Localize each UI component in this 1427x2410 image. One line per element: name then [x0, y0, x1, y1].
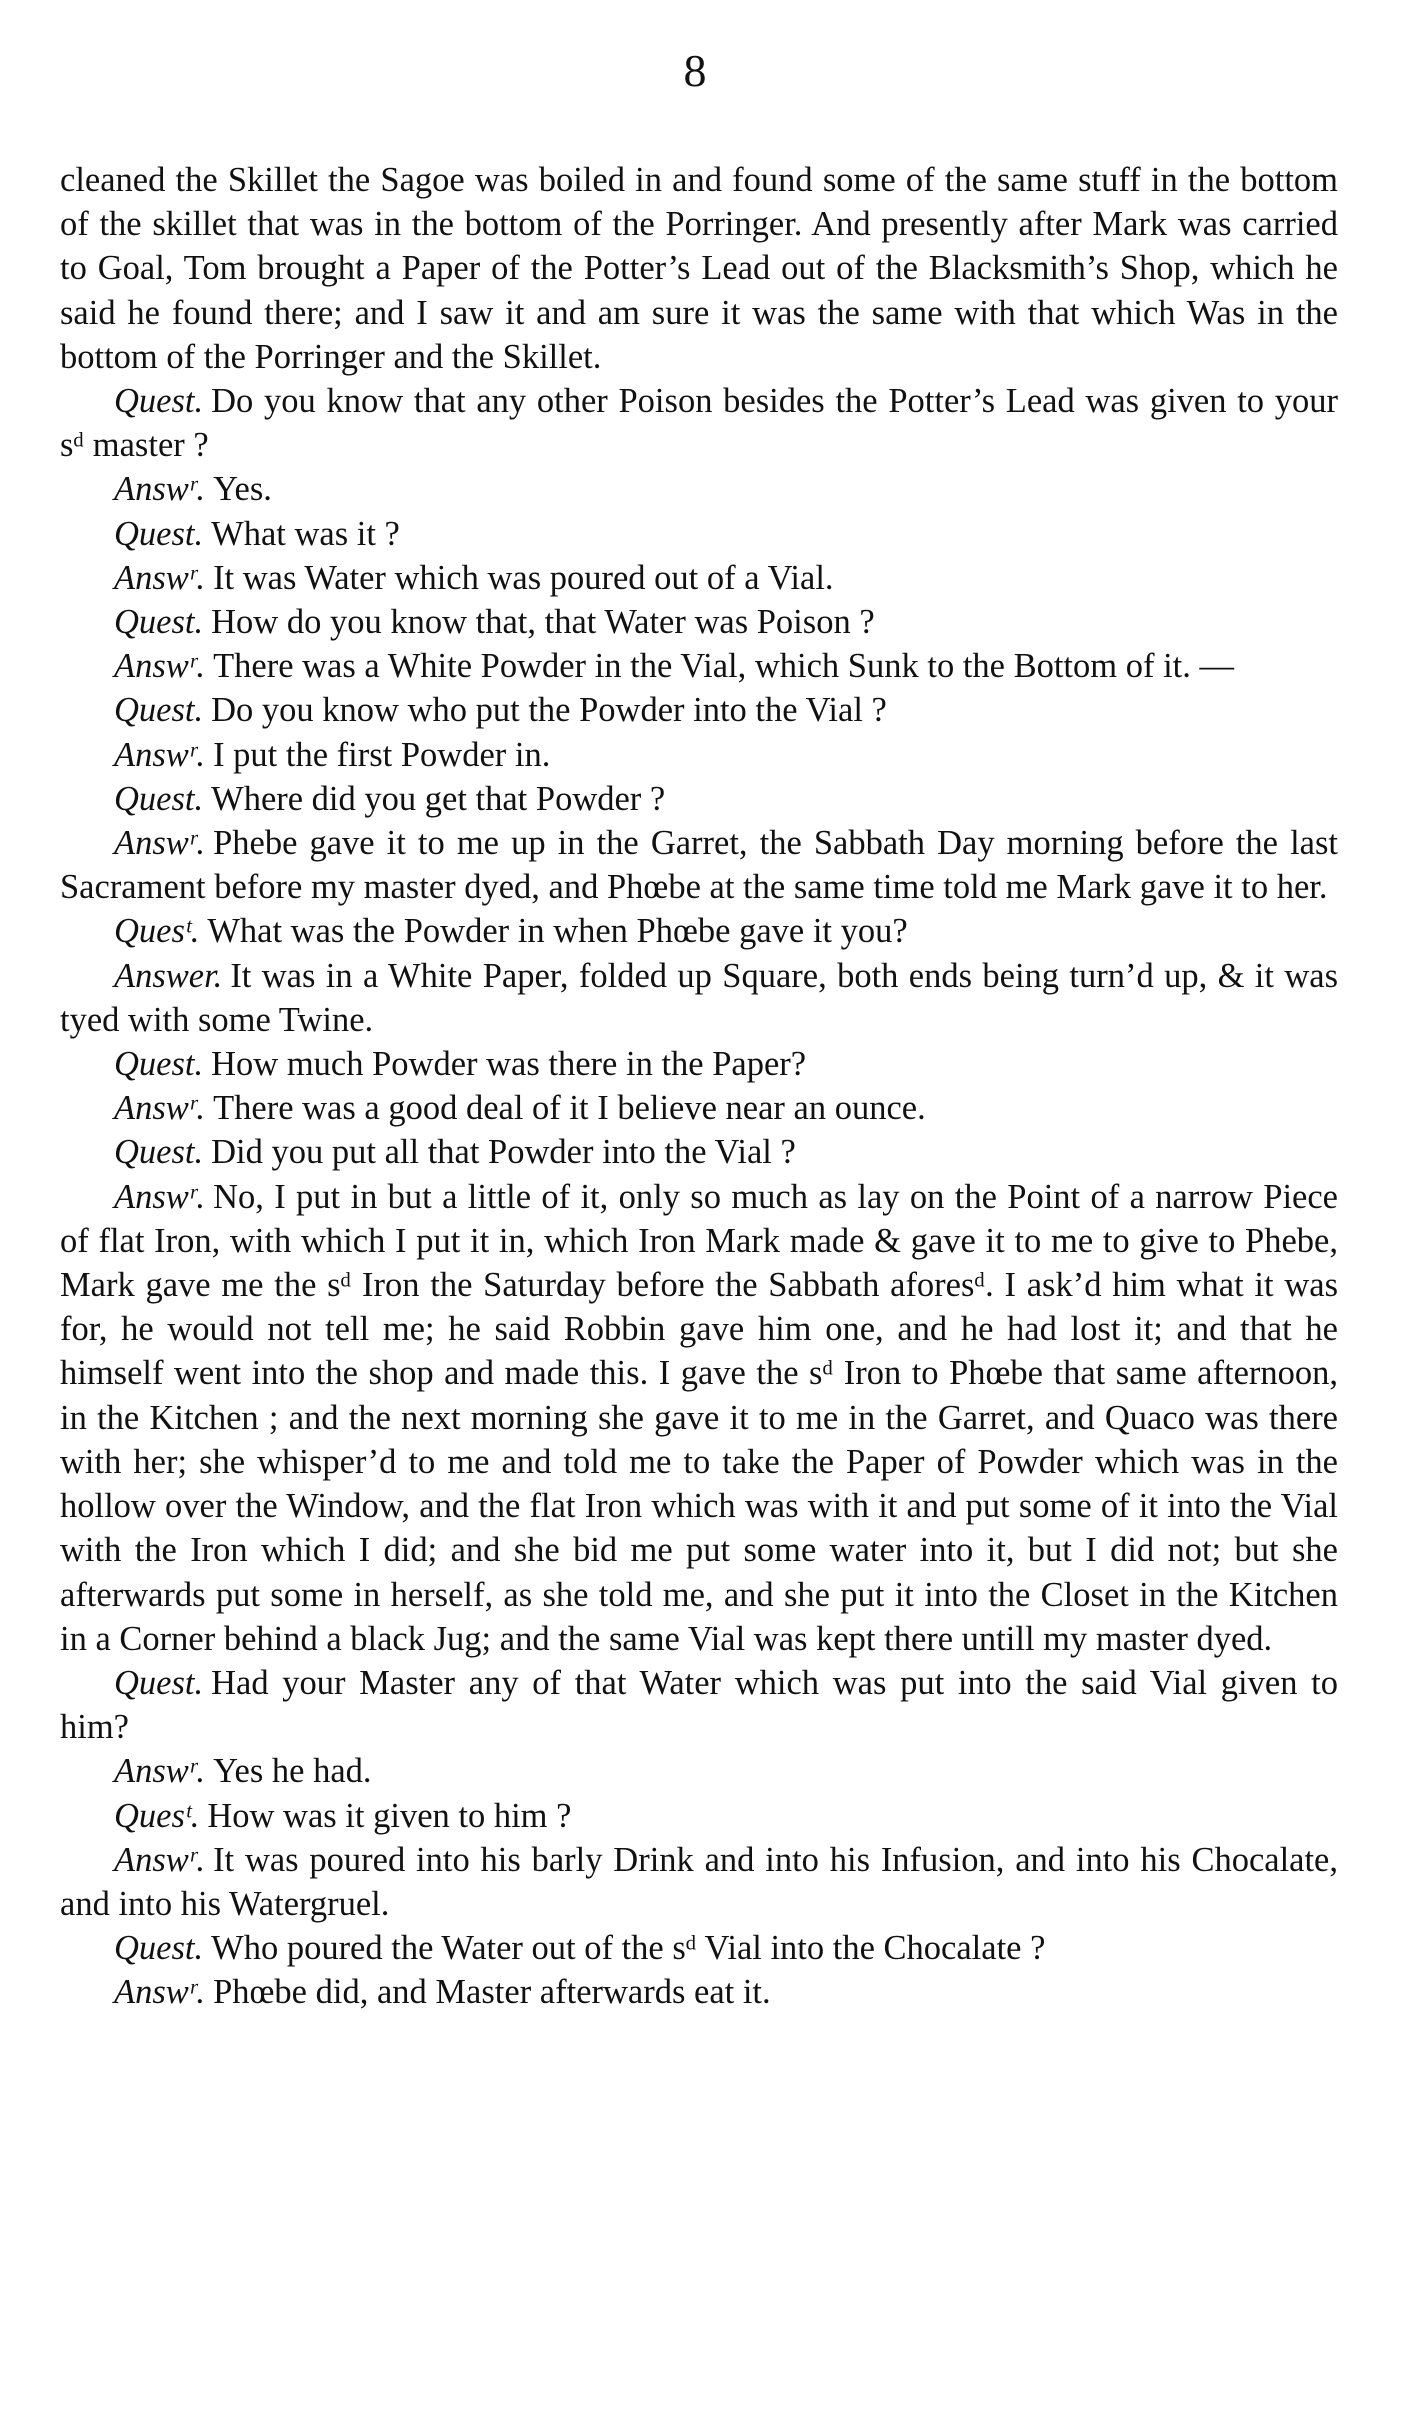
body-text: [60, 158, 1338, 2015]
answer-paragraph: [60, 467, 1338, 511]
speaker-label: Quest.: [114, 691, 204, 730]
speaker-label: Answʳ.: [114, 824, 206, 863]
speaker-label: Quest.: [114, 1133, 204, 1172]
speaker-label: Quesᵗ.: [114, 912, 200, 951]
paragraph-text: There was a White Powder in the Vial, which Sunk to the Bottom of it. —: [213, 647, 1235, 686]
answer-paragraph: [60, 1970, 1338, 2014]
speaker-label: Answʳ.: [114, 735, 206, 774]
speaker-label: Quest.: [114, 1663, 204, 1702]
speaker-label: Quest.: [114, 1045, 204, 1084]
question-paragraph: [60, 1042, 1338, 1086]
qa-list: [60, 379, 1338, 2015]
question-paragraph: [60, 1661, 1338, 1749]
paragraph-text: Phebe gave it to me up in the Garret, the Sabbath Day morning before the last Sacrament before my master dyed, and Phœbe at the same time told me Mark gave it to her.: [60, 824, 1338, 907]
question-paragraph: [60, 1926, 1338, 1970]
question-paragraph: [60, 379, 1338, 467]
answer-paragraph: [60, 556, 1338, 600]
speaker-label: Answʳ.: [114, 1840, 206, 1879]
paragraph-text: Do you know that any other Poison besides the Potter’s Lead was given to your sᵈ master ?: [60, 382, 1338, 465]
paragraph-text: What was the Powder in when Phœbe gave it you?: [207, 912, 908, 951]
speaker-label: Answʳ.: [114, 558, 206, 597]
paragraph-text: Where did you get that Powder ?: [211, 779, 666, 818]
speaker-label: Answʳ.: [114, 1089, 206, 1128]
paragraph-text: Yes.: [213, 470, 272, 509]
paragraph-text: It was Water which was poured out of a Vial.: [213, 558, 834, 597]
opening-paragraph: cleaned the Skillet the Sagoe was boiled in and found some of the same stuff in the bottom of the skillet that was in the bottom of the Porringer. And presently after Mark was carried to Goal, Tom brought a Paper of the Potter’s Lead out of the Blacksmith’s Shop, which he said he found there; and I saw it and am sure it was the same with that which Was in the bottom of the Porringer and the Skillet.: [60, 161, 1338, 376]
question-paragraph: [60, 512, 1338, 556]
speaker-label: Quesᵗ.: [114, 1796, 200, 1835]
paragraph-text: How was it given to him ?: [207, 1796, 572, 1835]
paragraph-text: There was a good deal of it I believe near an ounce.: [213, 1089, 926, 1128]
speaker-label: Answʳ.: [114, 647, 206, 686]
question-paragraph: [60, 1794, 1338, 1838]
speaker-label: Quest.: [114, 514, 204, 553]
paragraph-text: Had your Master any of that Water which was put into the said Vial given to him?: [60, 1663, 1338, 1747]
paragraph-text: Did you put all that Powder into the Vial ?: [211, 1133, 796, 1172]
paragraph-text: Do you know who put the Powder into the Vial ?: [211, 691, 887, 730]
speaker-label: Quest.: [114, 382, 204, 421]
answer-paragraph: [60, 644, 1338, 688]
paragraph-text: It was poured into his barly Drink and into his Infusion, and into his Chocalate, and into his Watergruel.: [60, 1840, 1338, 1923]
paragraph-text: Yes he had.: [213, 1752, 372, 1791]
answer-paragraph: [60, 733, 1338, 777]
paragraph-text: Phœbe did, and Master afterwards eat it.: [213, 1973, 771, 2012]
question-paragraph: [60, 1130, 1338, 1174]
answer-paragraph: [60, 821, 1338, 909]
answer-paragraph: [60, 954, 1338, 1042]
question-paragraph: [60, 909, 1338, 953]
paragraph-text: Who poured the Water out of the sᵈ Vial into the Chocalate ?: [211, 1929, 1046, 1968]
speaker-label: Answʳ.: [114, 1752, 206, 1791]
paragraph-text: What was it ?: [211, 514, 400, 553]
speaker-label: Quest.: [114, 1929, 204, 1968]
speaker-label: Answʳ.: [114, 470, 206, 509]
speaker-label: Quest.: [114, 603, 204, 642]
paragraph-text: No, I put in but a little of it, only so much as lay on the Point of a narrow Piece of flat Iron, with which I put it in, which Iron Mark made & gave it to me to give to Phebe, Mark gave me the sᵈ Iron the Saturday before the Sabbath aforesᵈ. I ask’d him what it was for, he would not tell me; he said Robbin gave him one, and he had lost it; and that he himself went into the shop and made this. I gave the sᵈ Iron to Phœbe that same afternoon, in the Kitchen ; and the next morning she gave it to me in the Garret, and Quaco was there with her; she whisper’d to me and told me to take the Paper of Powder which was in the hollow over the Window, and the flat Iron which was with it and put some of it into the Vial with the Iron which I did; and she bid me put some water into it, but I did not; but she afterwards put some in herself, as she told me, and she put it into the Closet in the Kitchen in a Corner behind a black Jug; and the same Vial was kept there untill my master dyed.: [60, 1177, 1338, 1658]
speaker-label: Answer.: [114, 956, 223, 995]
speaker-label: Quest.: [114, 779, 204, 818]
answer-paragraph: [60, 1086, 1338, 1130]
paragraph-text: How do you know that, that Water was Poison ?: [211, 603, 875, 642]
question-paragraph: [60, 777, 1338, 821]
page-number: 8: [683, 45, 707, 96]
question-paragraph: [60, 600, 1338, 644]
paragraph-text: I put the first Powder in.: [213, 735, 551, 774]
answer-paragraph: [60, 1838, 1338, 1926]
answer-paragraph: [60, 1175, 1338, 1661]
paragraph-text: It was in a White Paper, folded up Square, both ends being turn’d up, & it was tyed with some Twine.: [60, 956, 1338, 1039]
paragraph-text: How much Powder was there in the Paper?: [211, 1045, 807, 1084]
answer-paragraph: [60, 1749, 1338, 1793]
speaker-label: Answʳ.: [114, 1973, 206, 2012]
speaker-label: Answʳ.: [114, 1177, 206, 1216]
question-paragraph: [60, 688, 1338, 732]
